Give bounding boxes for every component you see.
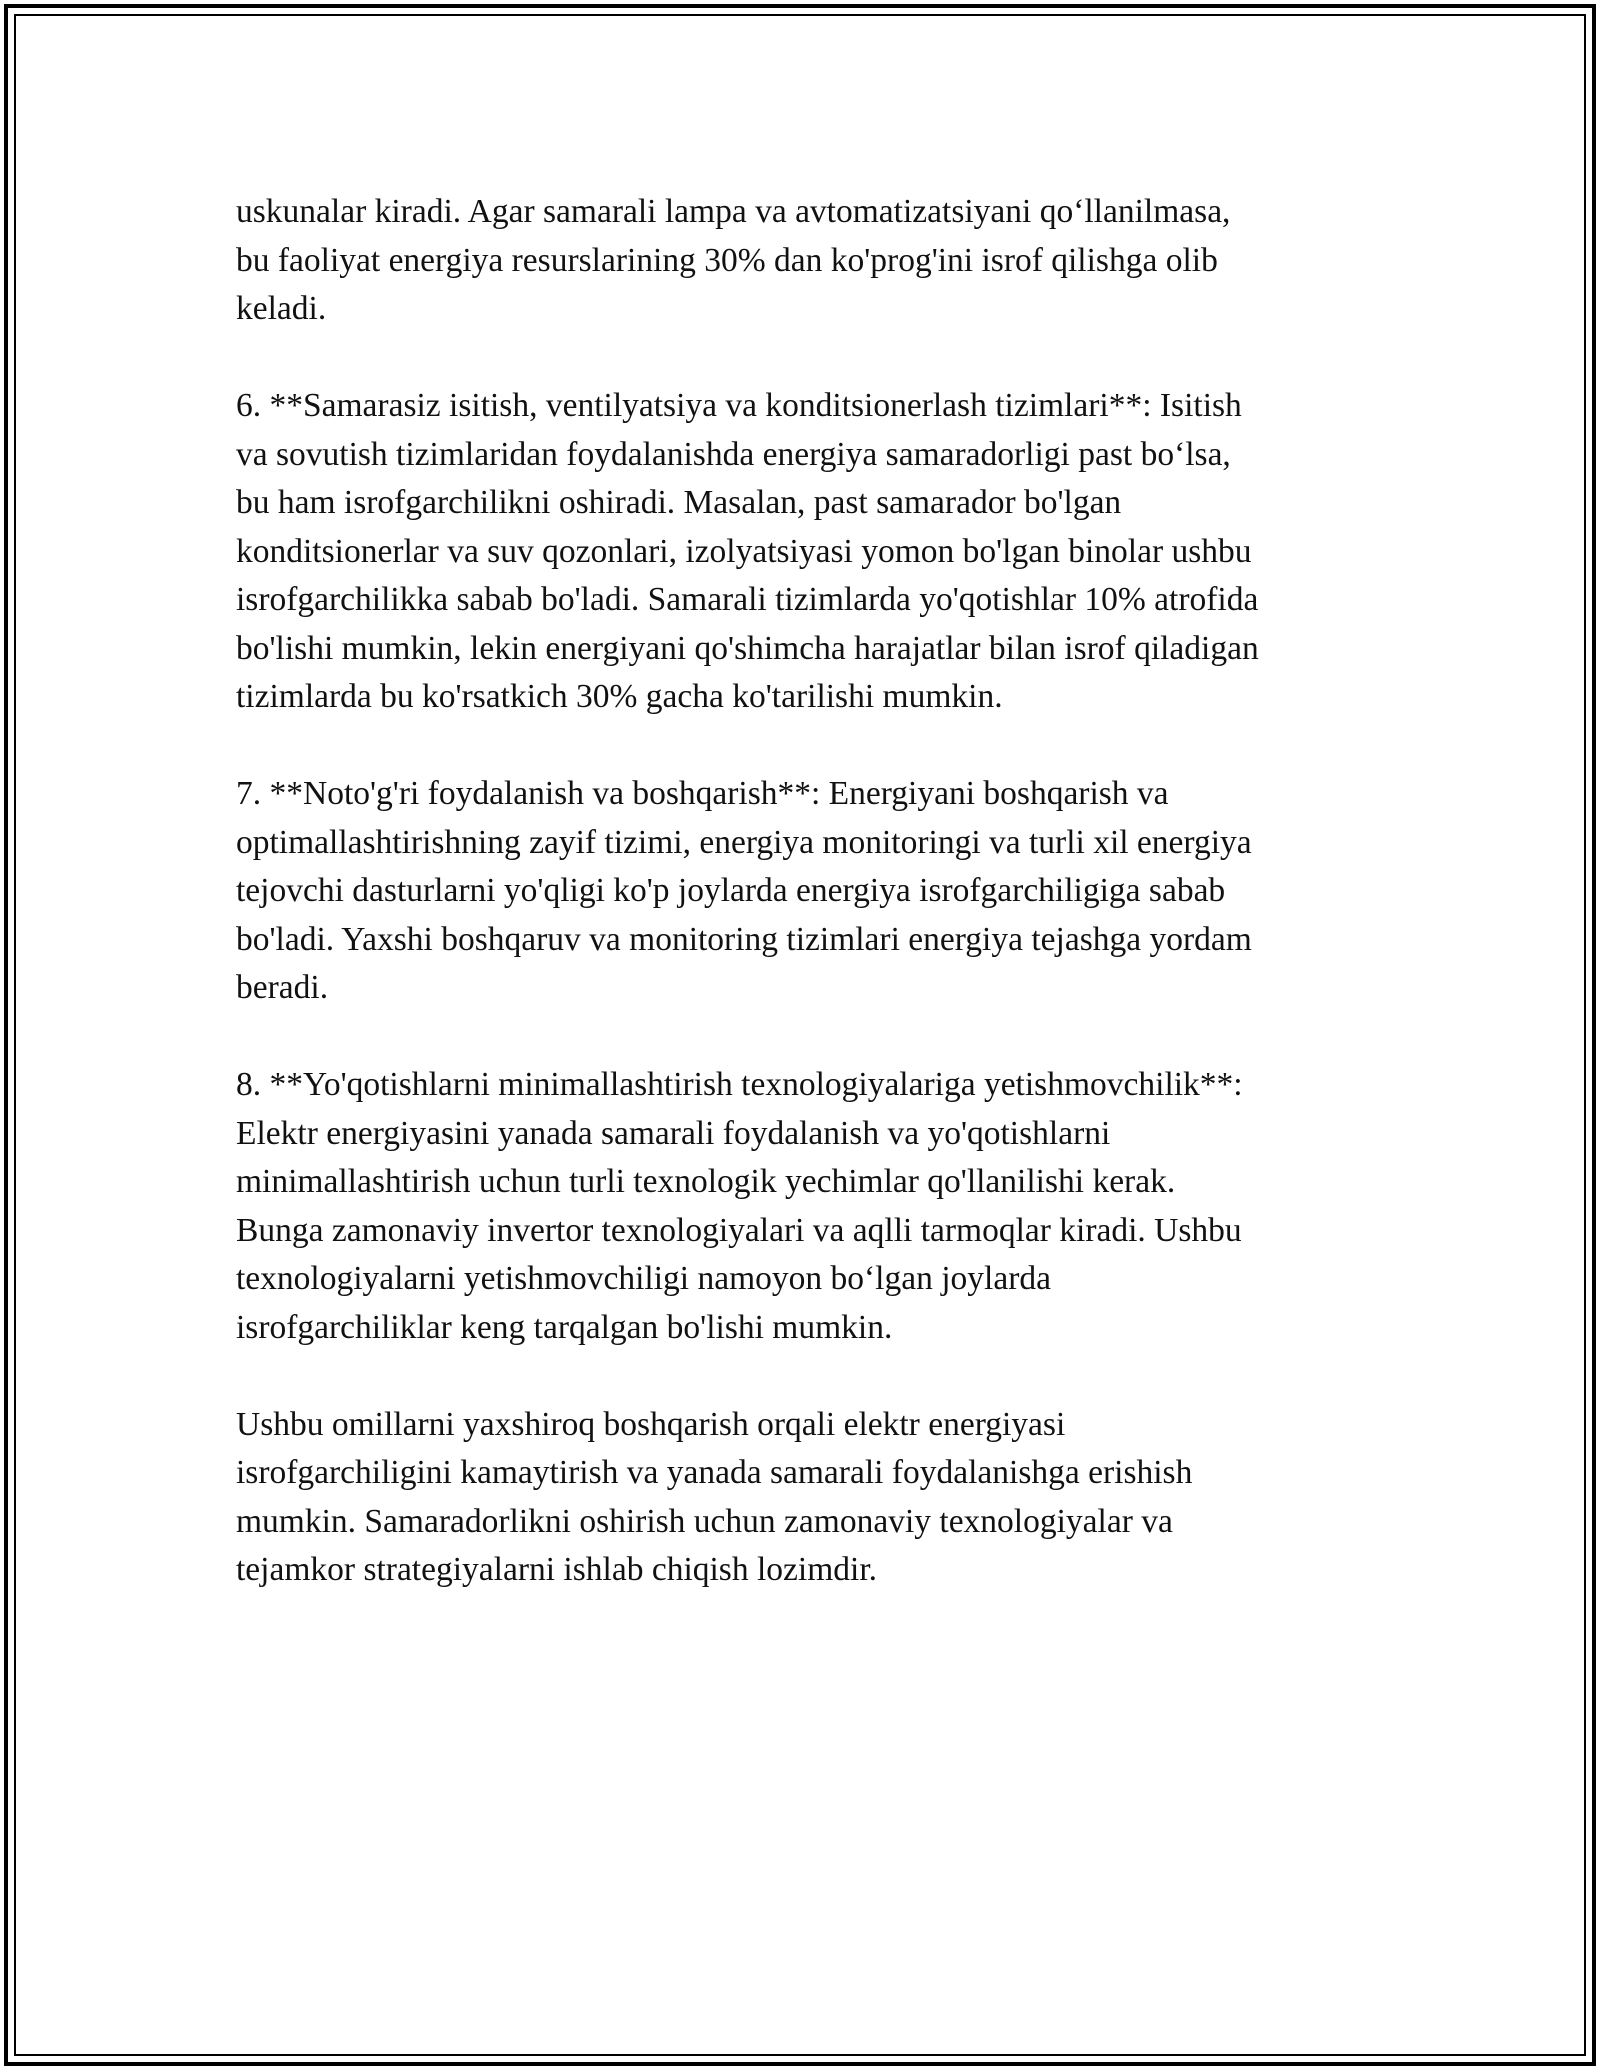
paragraph-item-6: 6. **Samarasiz isitish, ventilyatsiya va konditsionerlash tizimlari**: Isitish va sovutish tizimlaridan foydalanishda energiya samaradorligi past bo‘lsa, bu ham isrofgarchilikni oshiradi. Masalan, past samarador bo'lgan konditsionerlar va suv qozonlari, izolyatsiyasi yomon bo'lgan binolar ushbu isrofgarchilikka sabab bo'ladi. Samarali tizimlarda yo'qotishlar 10% atrofida bo'lishi mumkin, lekin energiyani qo'shimcha harajatlar bilan isrof qiladigan tizimlarda bu ko'rsatkich 30% gacha ko'tarilishi mumkin. [236, 387, 1259, 715]
paragraph-item-8: 8. **Yo'qotishlarni minimallashtirish texnologiyalariga yetishmovchilik**: Elektr energiyasini yanada samarali foydalanish va yo'qotishlarni minimallashtirish uchun turli texnologik yechimlar qo'llanilishi kerak. Bunga zamonaviy invertor texnologiyalari va aqlli tarmoqlar kiradi. Ushbu texnologiyalarni yetishmovchiligi namoyon bo‘lgan joylarda isrofgarchiliklar keng tarqalgan bo'lishi mumkin. [236, 1066, 1243, 1346]
paragraph-continuation: uskunalar kiradi. Agar samarali lampa va avtomatizatsiyani qo‘llanilmasa, bu faoliyat energiya resurslarining 30% dan ko'prog'ini isrof qilishga olib keladi. [236, 193, 1231, 327]
paragraph-item-7: 7. **Noto'g'ri foydalanish va boshqarish**: Energiyani boshqarish va optimallashtirishning zayif tizimi, energiya monitoringi va turli xil energiya tejovchi dasturlarni yo'qligi ko'p joylarda energiya isrofgarchiligiga sabab bo'ladi. Yaxshi boshqaruv va monitoring tizimlari energiya tejashga yordam beradi. [236, 775, 1252, 1006]
document-body [236, 188, 1376, 1595]
paragraph-conclusion: Ushbu omillarni yaxshiroq boshqarish orqali elektr energiyasi isrofgarchiligini kamaytirish va yanada samarali foydalanishga erishish mumkin. Samaradorlikni oshirish uchun zamonaviy texnologiyalar va tejamkor strategiyalarni ishlab chiqish lozimdir. [236, 1405, 1193, 1588]
